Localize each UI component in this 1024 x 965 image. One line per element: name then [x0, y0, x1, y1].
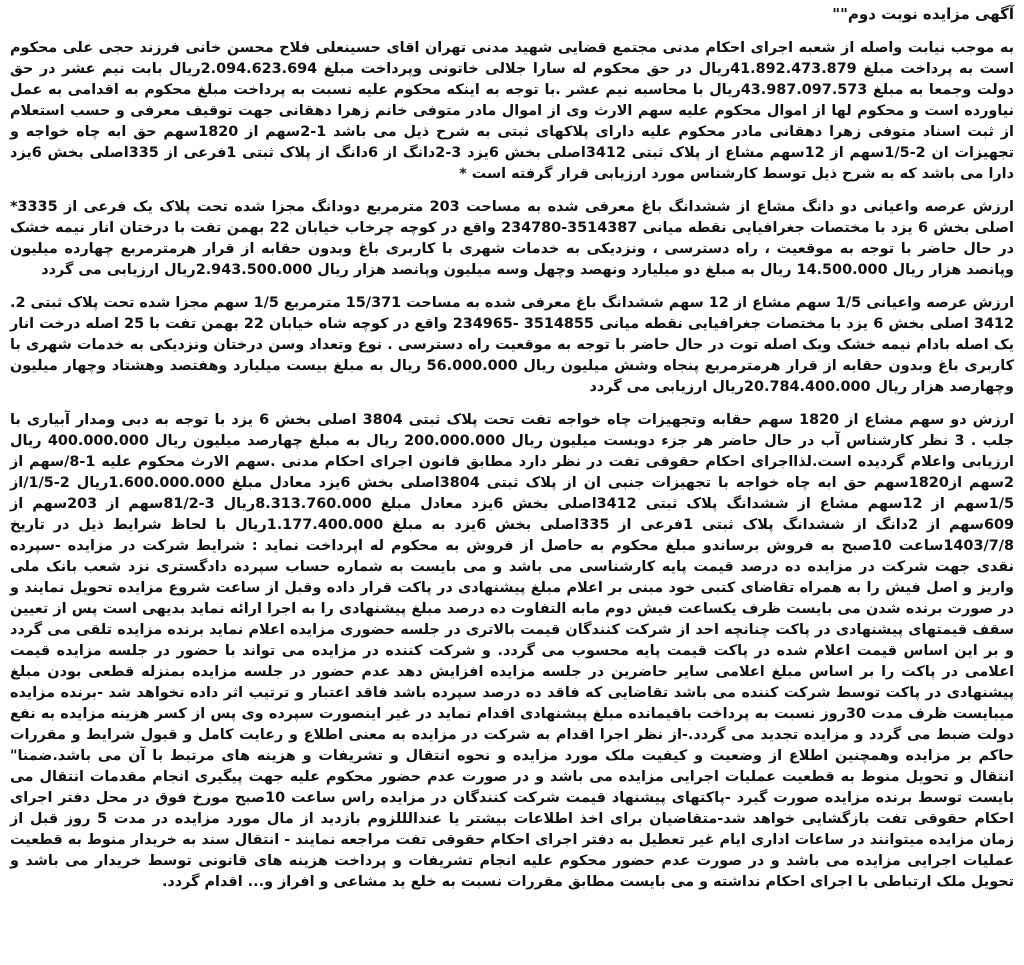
notice-paragraph-property-3-and-conditions: ارزش دو سهم مشاع از 1820 سهم حقابه وتجهیزات چاه خواجه تفت تحت پلاک ثبتی 3804 اصلی بخش 6 یزد با توجه به دبی ومدار آبیاری با جلب . 3 نظر کارشناس آب در حال حاضر هر جزء دویست میلیون ریال 200.000.000 ریال به مبلغ چهارصد میلیون ریال 400.000.000 ریال ارزیابی واعلام گردیده است.لذااجرای احکام حقوقی تفت در نظر دارد مطابق قانون اجرای احکام مدنی .سهم الارث محکوم علیه 1-8/سهم از 2سهم از1820سهم حق ابه چاه خواجه با تجهیزات جنبی ان از پلاک ثبتی 3804اصلی بخش 6یزد معادل مبلغ 1.600.000.000ریال 2-1/5/از 1/5سهم از 12سهم مشاع از ششدانگ پلاک ثبتی 3412اصلی بخش 6یزد معادل مبلغ 8.313.760.000ریال 3-81/2سهم از 203سهم از 609سهم از 2دانگ از ششدانگ پلاک ثبتی 1فرعی از 335اصلی بخش 6یزد به مبلغ 1.177.400.000ریال با لحاظ شرایط ذیل در تاریخ 1403/7/8ساعت 10صبح به فروش برساندو مبلغ محکوم به حاصل از فروش به محکوم له اپرداخت نماید : شرایط شرکت در مزایده -سپرده نقدی جهت شرکت در مزایده ده درصد قیمت پایه کارشناسی می باشد و می بایست به شماره حساب سپرده دادگستری نزد شعب بانک ملی واریز و اصل فیش را به همراه تقاضای کتبی خود مبنی بر اعلام مبلغ پیشنهادی در پاکت قرار داده وقبل از ساعت شروع مزایده تحویل نمایند و در صورت برنده شدن می بایست ظرف یکساعت فیش دوم مابه التفاوت ده درصد مبلغ پیشنهادی را به اجرا ارائه نماید بدیهی است پس از تعیین سقف قیمتهای پیشنهادی در پاکت چنانچه احد از شرکت کنندگان قیمت بالاتری در جلسه حضوری مزایده اعلام نماید برنده مزایده تلقی می گردد و بر این اساس قیمت اعلام شده در پاکت قیمت پایه محسوب می گردد. و شرکت کننده در مزایده می تواند با حضور در جلسه مزایده قیمت اعلامی در پاکت را بر اساس مبلغ اعلامی سایر حاضرین در جلسه مزایده افزایش دهد عدم حضور در جلسه مزایده بمنزله قطعی بودن مبلغ پیشنهادی در پاکت توسط شرکت کننده می باشد تقاضایی که فاقد ده درصد سپرده باشد فاقد اعتبار و ترتیب اثر داده نخواهد شد -برنده مزایده میبایست ظرف مدت 30روز نسبت به پرداخت باقیمانده مبلغ پیشنهادی اقدام نماید در غیر اینصورت سپرده وی پس از کسر هزینه مزایده به نفع دولت ضبط می گردد و مزایده تجدید می گردد.-از نظر اجرا اقدام به شرکت در مزایده به معنی اطلاع و رعایت کامل و قبول شرایط و مقررات حاکم بر مزایده وهمچنین اطلاع از وضعیت و کیفیت ملک مورد مزایده و نحوه انتقال و تشریفات و هزینه های مرتبط با آن می باشد.ضمنا" انتقال و تحویل منوط به قطعیت عملیات اجرایی مزایده می باشد و در صورت عدم حضور محکوم علیه جهت پیگیری انجام مقدمات انتقال می بایست توسط برنده مزایده صورت گیرد -پاکتهای پیشنهاد قیمت شرکت کنندگان در مزایده راس ساعت 10صبح مورخ فوق در محل دفتر اجرای احکام حقوقی تفت بازگشایی خواهد شد-متقاضیان برای اخذ اطلاعات بیشتر یا عندالللزوم بازدید از مال مورد مزایده در مدت 5 روز قبل از زمان مزایده میتوانند در ساعات اداری ایام غیر تعطیل به دفتر اجرای احکام حقوقی تفت مراجعه نمایند - انتقال سند به خریدار منوط به قطعیت عملیات اجرایی مزایده می باشد و در صورت عدم حضور محکوم علیه انجام تشریفات و پرداخت هزینه های قانونی توسط خریدار می باشد و تحویل ملک ارتباطی با اجرای احکام نداشته و می بایست مطابق مقررات نسبت به خلع ید مشاعی و افراز و... اقدام گردد.	[10, 412, 1015, 890]
notice-paragraph-property-1: ارزش عرصه واعیانی دو دانگ مشاع از ششدانگ باغ معرفی شده به مساحت 203 مترمربع دودانگ مجزا شده تحت پلاک یک فرعی از 3335* اصلی بخش 6 یزد با مختصات جغرافیایی نقطه میانی 3514387-234780 واقع در کوچه چرخاب خیابان 22 بهمن تفت با درختان انار نیمه خشک در حال حاضر با توجه به موقعیت ، راه دسترسی ، ونزدیکی به خدمات شهری با کاربری باغ وبدون حقابه از قرار هرمترمربع چهارده میلیون وپانصد هزار ریال 14.500.000 ریال به مبلغ دو میلیارد ونهصد وچهل وسه میلیون وپانصد هزار ریال 2.943.500.000ریال ارزیابی می گردد	[10, 199, 1014, 278]
notice-title: آگهی مزایده نوبت دوم""	[832, 5, 1014, 23]
notice-paragraph-property-2: ارزش عرصه واعیانی 1/5 سهم مشاع از 12 سهم ششدانگ باغ معرفی شده به مساحت 15/371 مترمربع 1/5 سهم مجزا شده تحت پلاک ثبتی 2. 3412 اصلی بخش 6 یزد با مختصات جغرافیایی نقطه میانی 3514855 -234965 واقع در کوچه شاه خیابان 22 بهمن تفت با 25 اصله درخت انار یک اصله بادام نیمه خشک ویک اصله توت در حال حاضر با توجه به موقعیت راه دسترسی . نوع وتعداد وسن درختان ونزدیکی به خدمات شهری با کاربری باغ وبدون حقابه از قرار هرمترمربع پنجاه وشش میلیون ریال 56.000.000 ریال به مبلغ بیست میلیارد وهفتصد وهشتاد وچهار میلیون وچهارصد هزار ریال 20.784.400.000ریال ارزیابی می گردد	[10, 295, 1015, 395]
notice-paragraph-intro: به موجب نیابت واصله از شعبه اجرای احکام مدنی مجتمع قضایی شهید مدنی تهران اقای حسینعلی فلاح محسن خانی فرزند حجی علی محکوم است به پرداخت مبلغ 41.892.473.879ریال در حق محکوم له سارا جلالی خاتونی وپرداخت مبلغ 2.094.623.694ریال بابت نیم عشر در حق دولت وجمعا به مبلغ 43.987.097.573ریال با محاسبه نیم عشر .با توجه به اینکه محکوم علیه نسبت به پرداخت مبلغ محکوم به اقدامی به عمل نیاورده است و محکوم لها از اموال محکوم علیه سهم الارث وی از اموال مادر متوفی خانم زهرا دهقانی جهت توقیف معرفی و حسب استعلام از ثبت اسناد متوفی زهرا دهقانی مادر محکوم علیه دارای پلاکهای ثبتی به شرح ذیل می باشد 1-2سهم از 1820سهم حق ابه چاه خواجه و تجهیزات ان 2-1/5سهم از 12سهم مشاع از پلاک ثبتی 3412اصلی بخش 6یزد 3-2دانگ از 6دانگ از پلاک ثبتی 1فرعی از 335اصلی بخش 6یزد دارا می باشد که به شرح ذیل توسط کارشناس مورد ارزیابی قرار گرفته است *	[10, 40, 1014, 182]
